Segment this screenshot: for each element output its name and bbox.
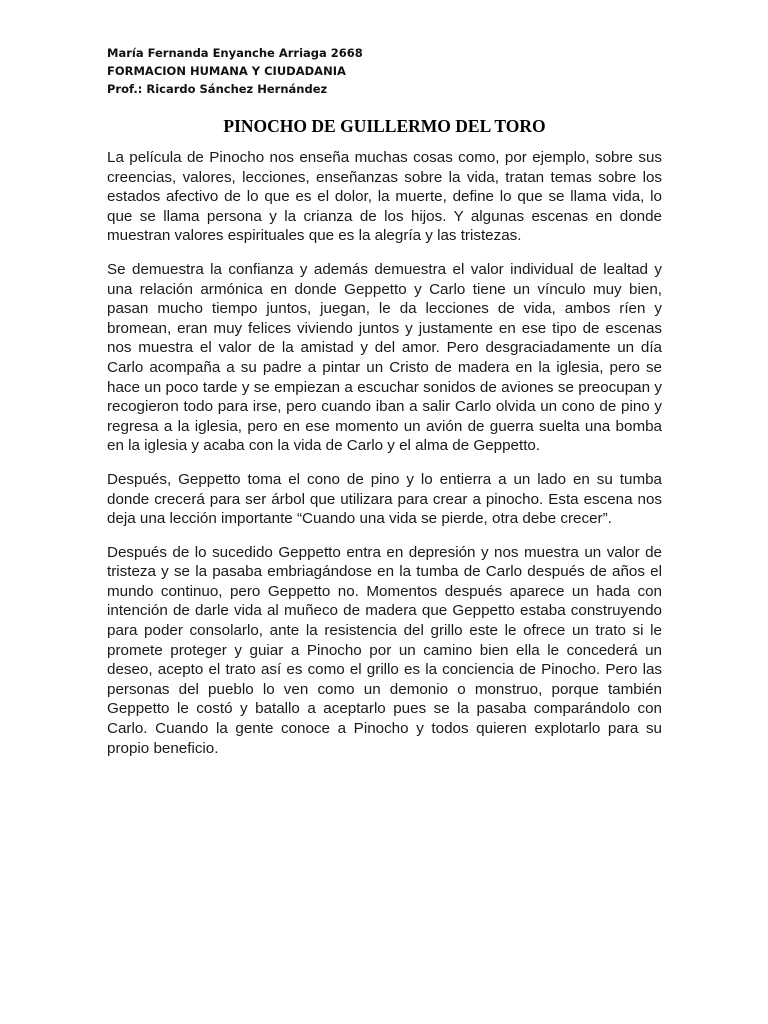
document-title: PINOCHO DE GUILLERMO DEL TORO: [223, 116, 546, 136]
paragraph-2: Se demuestra la confianza y además demuestra el valor individual de lealtad y una relación armónica en donde Geppetto y Carlo tiene un vínculo muy bien, pasan mucho tiempo juntos, juegan, le da lecciones de vida, ambos ríen y bromean, eran muy felices viviendo juntos y justamente en ese tipo de escenas nos muestra el valor de la amistad y del amor. Pero desgraciadamente un día Carlo acompaña a su padre a pintar un Cristo de madera en la iglesia, pero se hace un poco tarde y se empiezan a escuchar sonidos de aviones se preocupan y recogieron todo para irse, pero cuando iban a salir Carlo olvida un cono de pino y regresa a la iglesia, pero en ese momento un avión de guerra suelta una bomba en la iglesia y acaba con la vida de Carlo y el alma de Geppetto.: [107, 260, 662, 455]
paragraph-4: Después de lo sucedido Geppetto entra en depresión y nos muestra un valor de tristeza y se la pasaba embriagándose en la tumba de Carlo después de años el mundo continuo, pero Geppetto no. Momentos después aparece un hada con intención de darle vida al muñeco de madera que Geppetto estaba construyendo para poder consolarlo, ante la resistencia del grillo este le ofrece un trato si le promete proteger y guiar a Pinocho por un camino bien ella le concederá un deseo, acepto el trato así es como el grillo es la conciencia de Pinocho. Pero las personas del pueblo lo ven como un demonio o monstruo, porque también Geppetto le costó y batallo a aceptarlo pues se la pasaba comparándolo con Carlo. Cuando la gente conoce a Pinocho y todos quieren explotarlo para su propio beneficio.: [107, 543, 662, 757]
document-header: [107, 44, 363, 98]
course-line: FORMACION HUMANA Y CIUDADANIA: [107, 64, 346, 78]
author-line: María Fernanda Enyanche Arriaga 2668: [107, 46, 363, 60]
professor-line: Prof.: Ricardo Sánchez Hernández: [107, 82, 328, 96]
paragraph-1: La película de Pinocho nos enseña muchas cosas como, por ejemplo, sobre sus creencias, valores, lecciones, enseñanzas sobre la vida, tratan temas sobre los estados afectivo de lo que es el dolor, la muerte, define lo que se llama vida, lo que se llama persona y la crianza de los hijos. Y algunas escenas en donde muestran valores espirituales que es la alegría y las tristezas.: [107, 149, 662, 245]
paragraph-3: Después, Geppetto toma el cono de pino y lo entierra a un lado en su tumba donde crecerá para ser árbol que utilizara para crear a pinocho. Esta escena nos deja una lección importante “Cuando una vida se pierde, otra debe crecer”.: [107, 470, 662, 528]
document-body: [107, 148, 662, 772]
